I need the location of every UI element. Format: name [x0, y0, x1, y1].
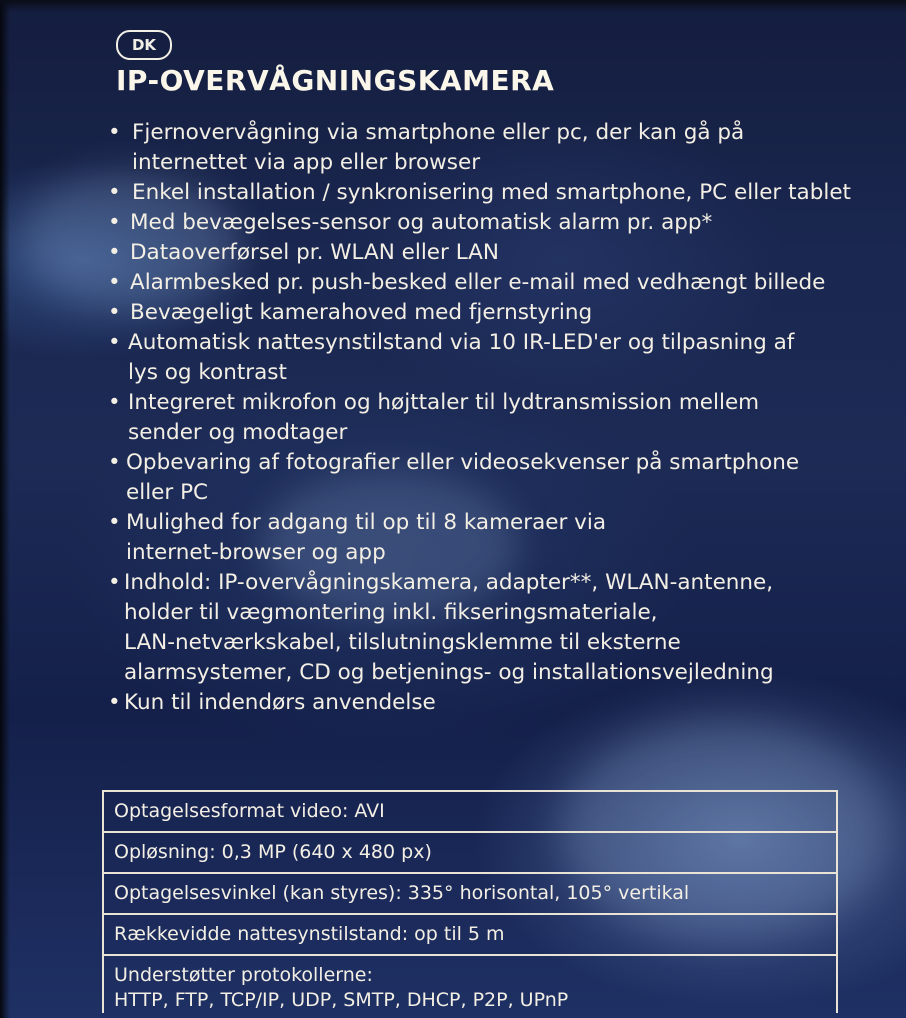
feature-text: Alarmbesked pr. push-besked eller e-mail med vedhængt billede — [130, 270, 826, 295]
bullet-icon: • — [108, 330, 121, 355]
spec-row-resolution: Opløsning: 0,3 MP (640 x 480 px) — [104, 833, 836, 874]
bullet-icon: • — [108, 240, 121, 265]
feature-text: Dataoverførsel pr. WLAN eller LAN — [130, 240, 499, 265]
feature-item — [108, 208, 898, 238]
feature-item — [108, 268, 898, 298]
feature-item — [108, 388, 898, 448]
feature-text: Med bevægelses-sensor og automatisk alarm pr. app* — [130, 210, 713, 235]
bullet-icon: • — [108, 390, 121, 415]
feature-text: Kun til indendørs anvendelse — [124, 690, 436, 715]
bullet-icon: • — [108, 570, 121, 595]
feature-text: Bevægeligt kamerahoved med fjernstyring — [130, 300, 593, 325]
feature-item — [108, 238, 898, 268]
bullet-icon: • — [108, 120, 121, 145]
spec-row-format: Optagelsesformat video: AVI — [104, 792, 836, 833]
feature-text: Enkel installation / synkronisering med smartphone, PC eller tablet — [132, 180, 851, 205]
bullet-icon: • — [108, 690, 121, 715]
bullet-icon: • — [108, 300, 121, 325]
feature-item — [108, 448, 898, 508]
box-edge-shadow — [0, 0, 10, 1018]
feature-item — [108, 688, 898, 718]
bullet-icon: • — [108, 270, 121, 295]
bullet-icon: • — [108, 210, 121, 235]
feature-text: Automatisk nattesynstilstand via 10 IR-LED'er og tilpasning af lys og kontrast — [128, 330, 795, 385]
feature-item — [108, 178, 898, 208]
spec-row-angle: Optagelsesvinkel (kan styres): 335° horisontal, 105° vertikal — [104, 874, 836, 915]
feature-text: Integreret mikrofon og højttaler til lydtransmission mellem sender og modtager — [128, 390, 760, 445]
box-top-shadow — [0, 0, 906, 12]
feature-item — [108, 568, 898, 688]
feature-item — [108, 298, 898, 328]
feature-text: Opbevaring af fotografier eller videosekvenser på smartphone eller PC — [126, 450, 800, 505]
spec-table — [102, 790, 838, 1013]
feature-item — [108, 328, 898, 388]
language-badge: DK — [116, 30, 172, 60]
feature-text: Fjernovervågning via smartphone eller pc, der kan gå på internettet via app eller browser — [132, 120, 745, 175]
spec-row-night-range: Rækkevidde nattesynstilstand: op til 5 m — [104, 915, 836, 956]
product-title: IP-OVERVÅGNINGSKAMERA — [116, 64, 555, 97]
feature-text: Mulighed for adgang til op til 8 kameraer via internet-browser og app — [126, 510, 607, 565]
feature-list — [108, 118, 898, 718]
feature-item — [108, 508, 898, 568]
bullet-icon: • — [108, 180, 121, 205]
feature-item — [108, 118, 898, 178]
bullet-icon: • — [108, 510, 121, 535]
spec-row-protocols: Understøtter protokollerne: HTTP, FTP, TCP/IP, UDP, SMTP, DHCP, P2P, UPnP — [114, 964, 569, 1011]
feature-text: Indhold: IP-overvågningskamera, adapter**, WLAN-antenne, holder til vægmontering inkl. fikseringsmateriale, LAN-netværkskabel, tilslutningsklemme til eksterne alarmsystemer, CD og betjenings- og installationsvejledning — [124, 570, 774, 685]
bullet-icon: • — [108, 450, 121, 475]
